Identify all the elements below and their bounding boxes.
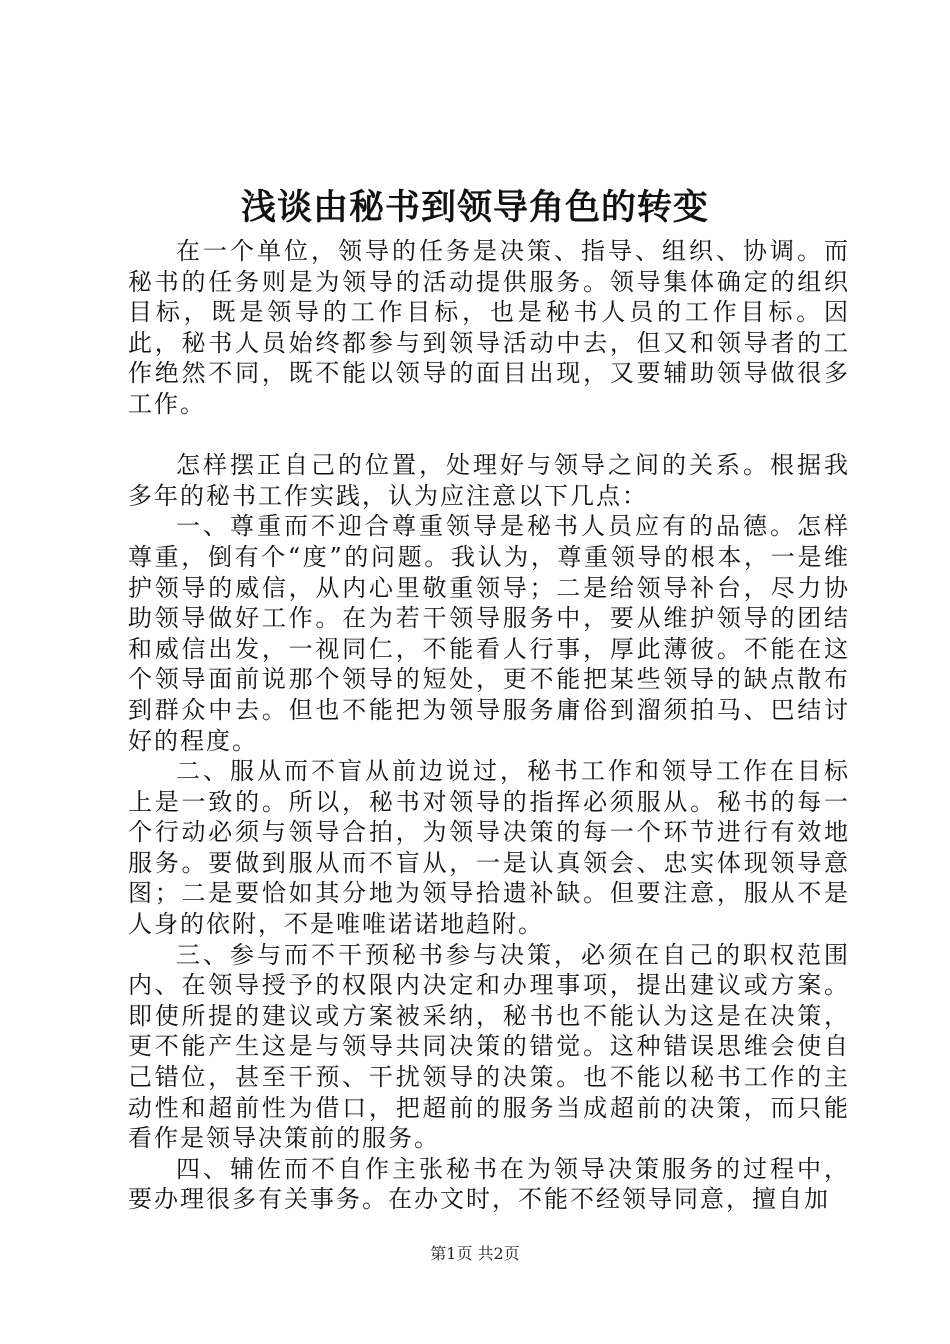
paragraph-point-4: 四、辅佐而不自作主张秘书在为领导决策服务的过程中，要办理很多有关事务。在办文时，不能不经领导同意，擅自加: [128, 1154, 850, 1214]
page-footer: 第1页 共2页: [430, 1244, 520, 1263]
paragraph-point-3: 三、参与而不干预秘书参与决策，必须在自己的职权范围内、在领导授予的权限内决定和办理事项，提出建议或方案。即使所提的建议或方案被采纳，秘书也不能认为这是在决策，更不能产生这是与领导共同决策的错觉。这种错误思维会使自己错位，甚至干预、干扰领导的决策。也不能以秘书工作的主动性和超前性为借口，把超前的服务当成超前的决策，而只能看作是领导决策前的服务。: [128, 940, 850, 1153]
paragraph-point-2: 二、服从而不盲从前边说过，秘书工作和领导工作在目标上是一致的。所以，秘书对领导的指挥必须服从。秘书的每一个行动必须与领导合拍，为领导决策的每一个环节进行有效地服务。要做到服从而不盲从，一是认真领会、忠实体现领导意图；二是要恰如其分地为领导拾遗补缺。但要注意，服从不是人身的依附，不是唯唯诺诺地趋附。: [128, 757, 850, 939]
paragraph-question: 怎样摆正自己的位置，处理好与领导之间的关系。根据我多年的秘书工作实践，认为应注意以下几点：: [128, 451, 850, 510]
document-title: 浅谈由秘书到领导角色的转变: [240, 187, 709, 228]
paragraph-intro: 在一个单位，领导的任务是决策、指导、组织、协调。而秘书的任务则是为领导的活动提供服务。领导集体确定的组织目标，既是领导的工作目标，也是秘书人员的工作目标。因此，秘书人员始终都参与到领导活动中去，但又和领导者的工作绝然不同，既不能以领导的面目出现，又要辅助领导做很多工作。: [128, 237, 850, 418]
paragraph-point-1: 一、尊重而不迎合尊重领导是秘书人员应有的品德。怎样尊重，倒有个“度”的问题。我认为，尊重领导的根本，一是维护领导的威信，从内心里敬重领导；二是给领导补台，尽力协助领导做好工作。在为若干领导服务中，要从维护领导的团结和威信出发，一视同仁，不能看人行事，厚此薄彼。不能在这个领导面前说那个领导的短处，更不能把某些领导的缺点散布到群众中去。但也不能把为领导服务庸俗到溜须拍马、巴结讨好的程度。: [128, 512, 850, 755]
document-body: [128, 236, 850, 1215]
